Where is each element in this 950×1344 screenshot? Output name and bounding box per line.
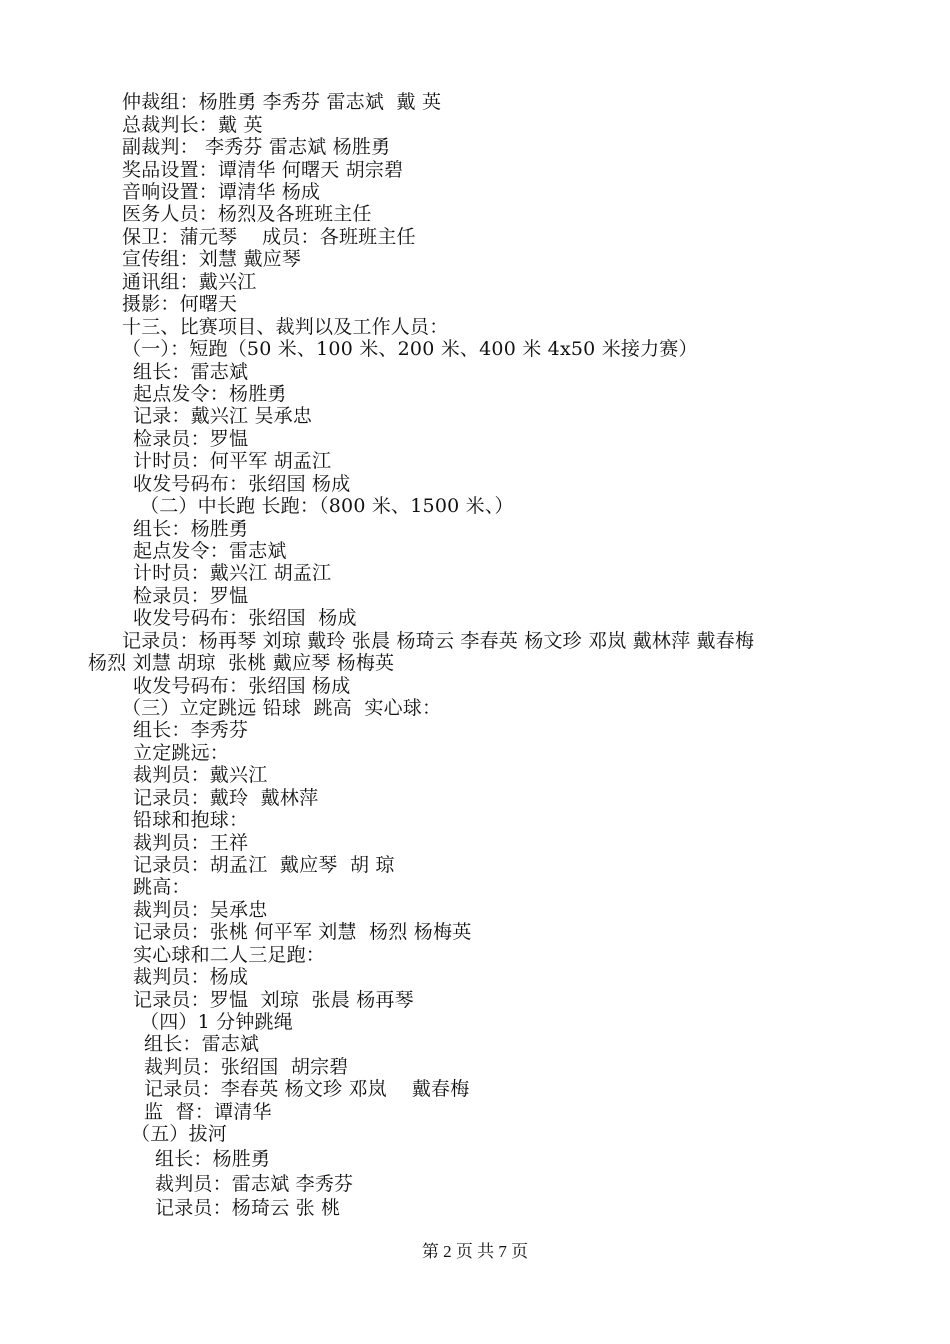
sprint-starter-line: 起点发令：杨胜勇 [133, 383, 287, 405]
publicity-group-line: 宣传组：刘慧 戴应琴 [122, 248, 302, 270]
shot-put-heading: 铅球和抱球： [133, 809, 249, 831]
tug-of-war-referee-line: 裁判员：雷志斌 李秀芬 [155, 1173, 354, 1195]
distance-timer-line: 计时员：戴兴江 胡孟江 [133, 562, 332, 584]
tug-of-war-leader-line: 组长：杨胜勇 [155, 1148, 271, 1170]
sprint-heading: （一）：短跑（50 米、100 米、200 米、400 米 4x50 米接力赛） [122, 338, 698, 360]
long-jump-heading: 立定跳远： [133, 742, 230, 764]
shot-put-recorder-line: 记录员：胡孟江 戴应琴 胡 琼 [133, 854, 395, 876]
long-jump-recorder-line: 记录员：戴玲 戴林萍 [133, 787, 319, 809]
security-line: 保卫：蒲元琴 成员：各班班主任 [122, 226, 416, 248]
distance-bib-repeat-line: 收发号码布：张绍国 杨成 [133, 675, 351, 697]
shot-put-referee-line: 裁判员：王祥 [133, 832, 249, 854]
communication-group-line: 通讯组：戴兴江 [122, 271, 257, 293]
jump-rope-supervisor-line: 监 督：谭清华 [144, 1101, 272, 1123]
deputy-referee-line: 副裁判： 李秀芬 雷志斌 杨胜勇 [122, 136, 391, 158]
field-leader-line: 组长：李秀芬 [133, 719, 249, 741]
distance-starter-line: 起点发令：雷志斌 [133, 540, 287, 562]
distance-heading: （二）中长跑 长跑：（800 米、1500 米、） [140, 495, 514, 517]
medicine-ball-heading: 实心球和二人三足跑： [133, 944, 326, 966]
jump-rope-leader-line: 组长：雷志斌 [144, 1033, 260, 1055]
prize-setup-line: 奖品设置：谭清华 何曙天 胡宗碧 [122, 159, 404, 181]
jump-rope-heading: （四）1 分钟跳绳 [140, 1011, 293, 1033]
sprint-checkin-line: 检录员：罗愠 [133, 428, 249, 450]
distance-bib-line: 收发号码布：张绍国 杨成 [133, 607, 357, 629]
sprint-bib-line: 收发号码布：张绍国 杨成 [133, 473, 351, 495]
tug-of-war-heading: （五）拔河 [131, 1123, 228, 1145]
photography-line: 摄影：何曙天 [122, 293, 238, 315]
tug-of-war-recorder-line: 记录员：杨琦云 张 桃 [155, 1197, 341, 1219]
page-number-footer: 第 2 页 共 7 页 [421, 1242, 529, 1261]
chief-referee-line: 总裁判长：戴 英 [122, 114, 263, 136]
sprint-leader-line: 组长：雷志斌 [133, 361, 249, 383]
arbitration-group-line: 仲裁组：杨胜勇 李秀芬 雷志斌 戴 英 [122, 91, 442, 113]
section-heading: 十三、比赛项目、裁判以及工作人员： [122, 316, 449, 338]
recorders-line: 记录员：杨再琴 刘琼 戴玲 张晨 杨琦云 李春英 杨文珍 邓岚 戴林萍 戴春梅 [122, 630, 755, 652]
long-jump-referee-line: 裁判员：戴兴江 [133, 764, 268, 786]
jump-rope-referee-line: 裁判员：张绍国 胡宗碧 [144, 1056, 349, 1078]
high-jump-recorder-line: 记录员：张桃 何平军 刘慧 杨烈 杨梅英 [133, 921, 472, 943]
audio-setup-line: 音响设置：谭清华 杨成 [122, 181, 321, 203]
recorders-continuation-line: 杨烈 刘慧 胡琼 张桃 戴应琴 杨梅英 [88, 652, 395, 674]
medical-staff-line: 医务人员：杨烈及各班班主任 [122, 203, 372, 225]
jump-rope-recorder-line: 记录员：李春英 杨文珍 邓岚 戴春梅 [144, 1078, 470, 1100]
distance-leader-line: 组长：杨胜勇 [133, 518, 249, 540]
medicine-ball-referee-line: 裁判员：杨成 [133, 966, 249, 988]
field-events-heading: （三）立定跳远 铅球 跳高 实心球： [122, 697, 442, 719]
sprint-timer-line: 计时员：何平军 胡孟江 [133, 450, 332, 472]
sprint-recorder-line: 记录：戴兴江 吴承忠 [133, 405, 313, 427]
distance-checkin-line: 检录员：罗愠 [133, 585, 249, 607]
medicine-ball-recorder-line: 记录员：罗愠 刘琼 张晨 杨再琴 [133, 989, 414, 1011]
high-jump-heading: 跳高： [133, 876, 191, 898]
high-jump-referee-line: 裁判员：吴承忠 [133, 899, 268, 921]
